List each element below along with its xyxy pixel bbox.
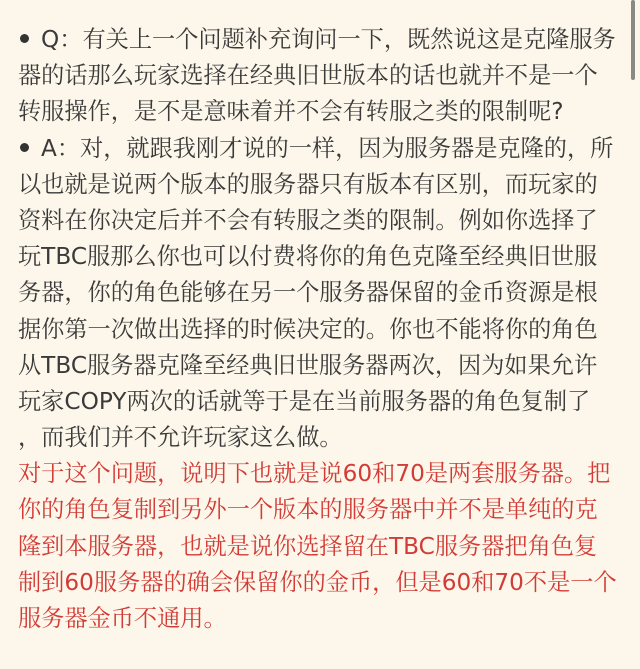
- editor-note: [18, 456, 618, 637]
- bullet-icon: [20, 34, 29, 43]
- note-line: 隆到本服务器，也就是说你选择留在TBC服务器把角色复: [18, 532, 598, 560]
- question-line: [18, 22, 618, 58]
- question-text: Q：有关上一个问题补充询问一下，既然说这是克隆服务: [41, 26, 616, 53]
- answer-line: 务器，你的角色能够在另一个服务器保留的金币资源是根: [18, 279, 598, 307]
- answer-line: 据你第一次做出选择的时候决定的。你也不能将你的角色: [18, 315, 598, 343]
- note-line: 服务器金币不通用。: [18, 605, 227, 632]
- question-line: 转服操作，是不是意味着并不会有转服之类的限制呢?: [18, 98, 564, 126]
- answer-line: 以也就是说两个版本的服务器只有版本有区别，而玩家的: [18, 170, 598, 198]
- answer-line: 玩TBC服那么你也可以付费将你的角色克隆至经典旧世服: [18, 243, 598, 271]
- note-line: 你的角色复制到另外一个版本的服务器中并不是单纯的克: [18, 496, 598, 524]
- answer-text: A：对，就跟我刚才说的一样，因为服务器是克隆的，所: [41, 134, 614, 162]
- answer-line: ，而我们并不允许玩家这么做。: [18, 424, 343, 452]
- answer-line: 资料在你决定后并不会有转服之类的限制。例如你选择了: [18, 206, 598, 234]
- answer-line: 玩家COPY两次的话就等于是在当前服务器的角色复制了: [18, 387, 591, 415]
- answer-line: [18, 131, 618, 167]
- article-body: [18, 22, 618, 637]
- bullet-icon: [20, 143, 29, 152]
- question-line: 器的话那么玩家选择在经典旧世版本的话也就并不是一个: [18, 62, 598, 90]
- answer-line: 从TBC服务器克隆至经典旧世服务器两次，因为如果允许: [18, 351, 598, 379]
- note-line: 制到60服务器的确会保留你的金币，但是60和70不是一个: [18, 568, 617, 596]
- scrollbar-thumb[interactable]: [631, 0, 635, 80]
- note-line: 对于这个问题，说明下也就是说60和70是两套服务器。把: [18, 460, 611, 488]
- qa-answer: [18, 131, 618, 457]
- qa-question: [18, 22, 618, 131]
